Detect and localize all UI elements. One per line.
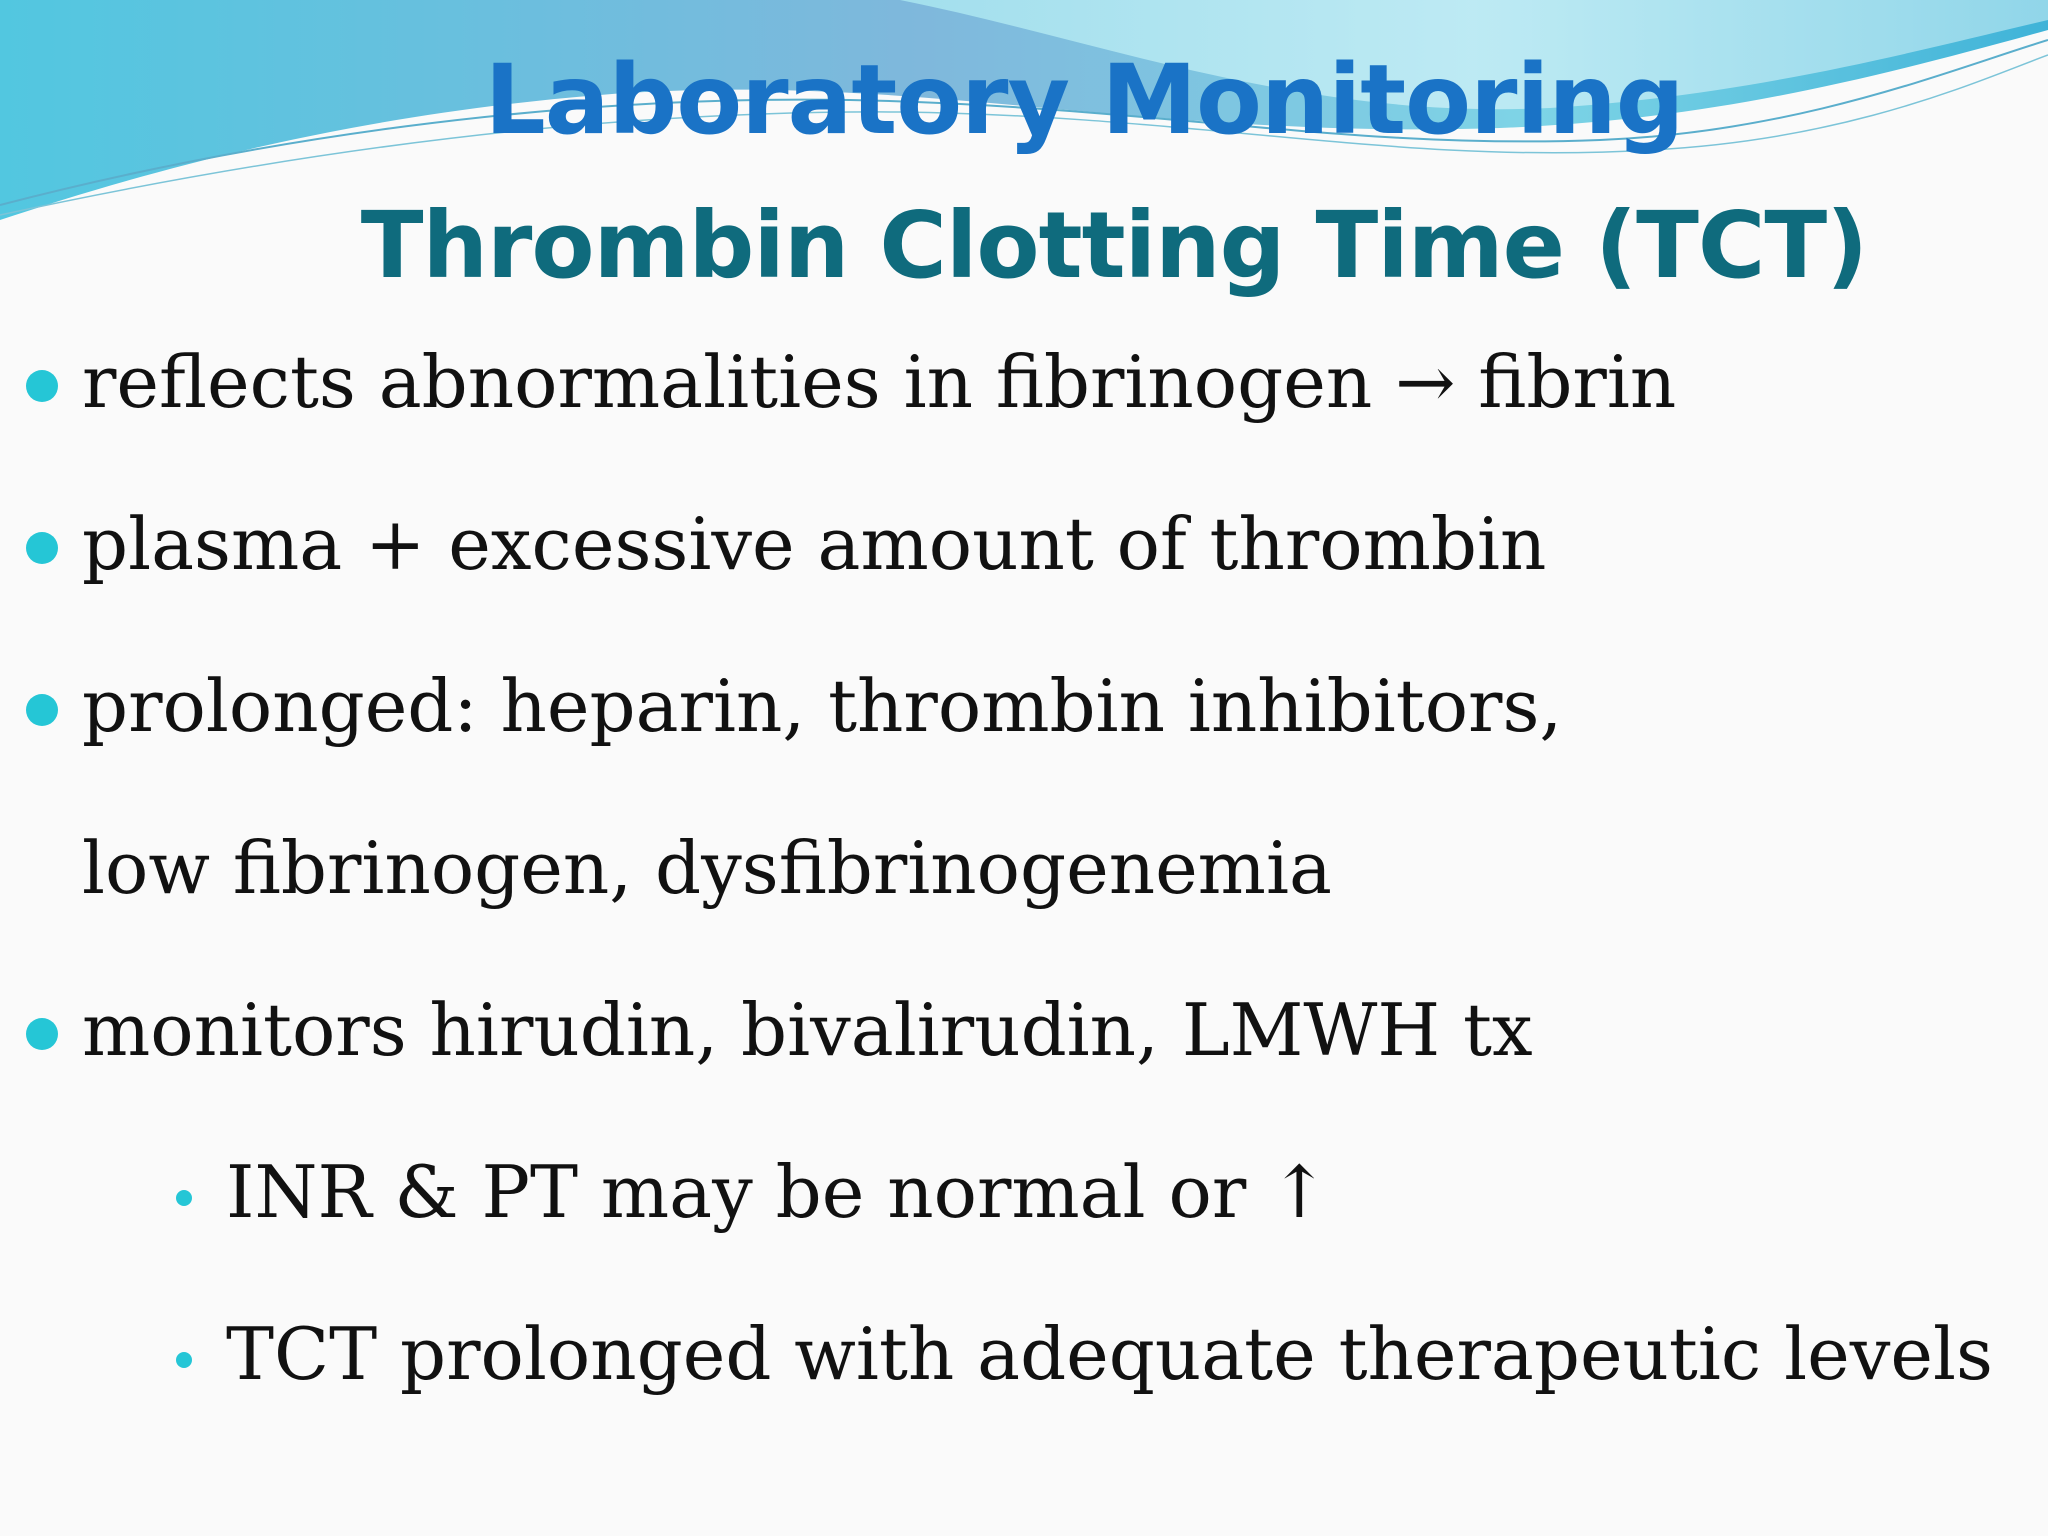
bullet-item — [0, 988, 2048, 1078]
slide-subtitle: Thrombin Clotting Time (TCT) — [360, 192, 1868, 299]
bullet-item — [0, 664, 2048, 754]
bullet-continuation — [0, 826, 2048, 916]
bullet-icon — [26, 1018, 58, 1050]
bullet-item — [0, 502, 2048, 592]
bullet-text: monitors hirudin, bivalirudin, LMWH tx — [82, 988, 1533, 1072]
bullet-icon — [26, 532, 58, 564]
bullet-text: plasma + excessive amount of thrombin — [82, 502, 1547, 586]
sub-bullet-item — [0, 1312, 2048, 1402]
bullet-text: prolonged: heparin, thrombin inhibitors, — [82, 664, 1563, 748]
bullet-icon — [26, 370, 58, 402]
bullet-text: TCT prolonged with adequate therapeutic levels — [226, 1312, 1993, 1396]
bullet-text: reflects abnormalities in fibrinogen → fibrin — [82, 340, 1677, 424]
bullet-icon — [176, 1190, 192, 1206]
bullet-text: INR & PT may be normal or ↑ — [226, 1150, 1330, 1234]
bullet-item — [0, 340, 2048, 430]
sub-bullet-item — [0, 1150, 2048, 1240]
bullet-icon — [176, 1352, 192, 1368]
slide-title: Laboratory Monitoring — [484, 44, 1684, 156]
bullet-text: low fibrinogen, dysfibrinogenemia — [82, 826, 1332, 910]
bullet-icon — [26, 694, 58, 726]
